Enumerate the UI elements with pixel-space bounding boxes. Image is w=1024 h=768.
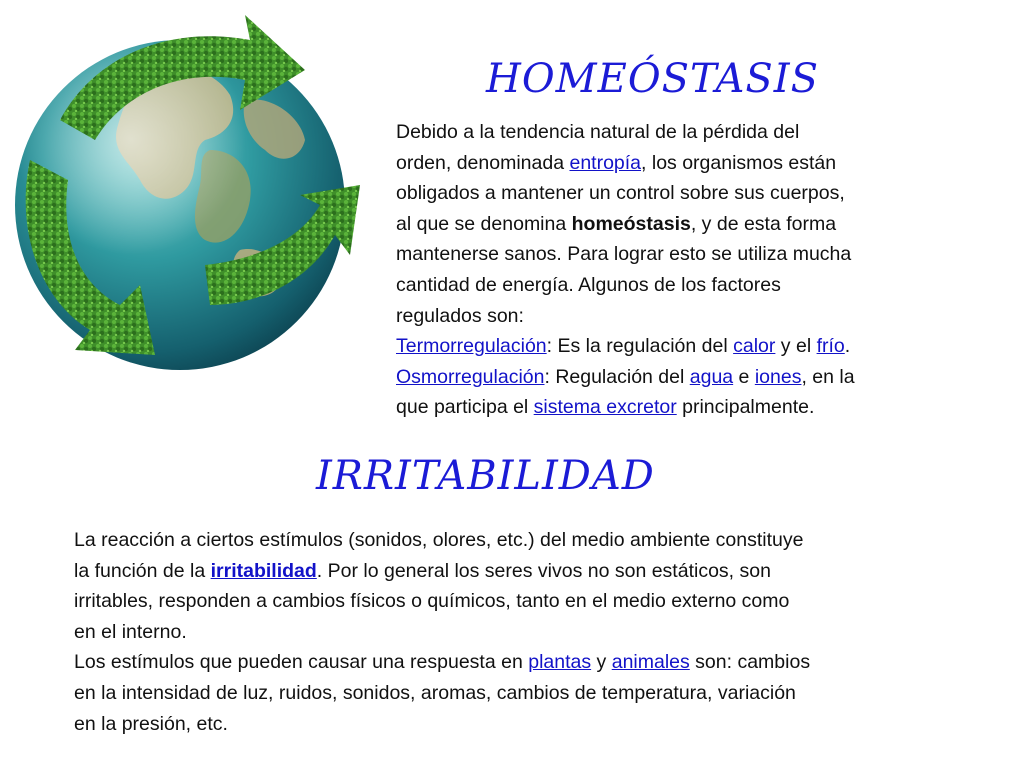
- text-line: cantidad de energía. Algunos de los factores: [396, 273, 781, 296]
- irritabilidad-title: IRRITABILIDAD: [316, 453, 655, 499]
- text-line: irritables, responden a cambios físicos o químicos, tanto en el medio externo como: [74, 590, 790, 613]
- text-line: en la presión, etc.: [74, 712, 228, 735]
- text-line: Los estímulos que pueden causar una respuesta en plantas y animales son: cambios: [74, 651, 811, 674]
- text-line: en el interno.: [74, 620, 187, 643]
- irritabilidad-paragraph: [74, 525, 974, 739]
- text-line: mantenerse sanos. Para lograr esto se utiliza mucha: [396, 243, 852, 266]
- link-iones[interactable]: iones: [754, 365, 802, 388]
- link-sistema-excretor[interactable]: sistema excretor: [533, 396, 677, 419]
- text-line: orden, denominada entropía, los organismos están: [396, 151, 837, 174]
- link-entropia[interactable]: entropía: [569, 151, 642, 174]
- link-osmorregulacion[interactable]: Osmorregulación: [396, 365, 545, 388]
- link-frio[interactable]: frío: [816, 335, 845, 358]
- link-agua[interactable]: agua: [689, 365, 734, 388]
- link-termorregulacion[interactable]: Termorregulación: [396, 335, 547, 358]
- link-plantas[interactable]: plantas: [528, 651, 592, 674]
- link-irritabilidad[interactable]: irritabilidad: [210, 559, 317, 582]
- text-line: Debido a la tendencia natural de la pérdida del: [396, 121, 800, 143]
- text-line: la función de la irritabilidad. Por lo general los seres vivos no son estáticos, son: [74, 559, 771, 582]
- text-line: en la intensidad de luz, ruidos, sonidos, aromas, cambios de temperatura, variación: [74, 681, 796, 704]
- text-line: regulados son:: [396, 304, 524, 327]
- bold-homeostasis: homeóstasis: [571, 212, 691, 235]
- text-line: obligados a mantener un control sobre sus cuerpos,: [396, 182, 845, 205]
- link-animales[interactable]: animales: [611, 651, 690, 674]
- text-line: Termorregulación: Es la regulación del calor y el frío.: [396, 335, 851, 358]
- link-calor[interactable]: calor: [733, 335, 776, 358]
- homeostasis-paragraph: [396, 117, 956, 423]
- recycling-globe-icon: [0, 0, 380, 390]
- homeostasis-title: HOMEÓSTASIS: [486, 56, 820, 102]
- text-line: Osmorregulación: Regulación del agua e iones, en la: [396, 365, 855, 388]
- text-line: al que se denomina homeóstasis, y de esta forma: [396, 212, 837, 235]
- text-line: La reacción a ciertos estímulos (sonidos, olores, etc.) del medio ambiente constituye: [74, 529, 804, 551]
- text-line: que participa el sistema excretor principalmente.: [396, 396, 815, 419]
